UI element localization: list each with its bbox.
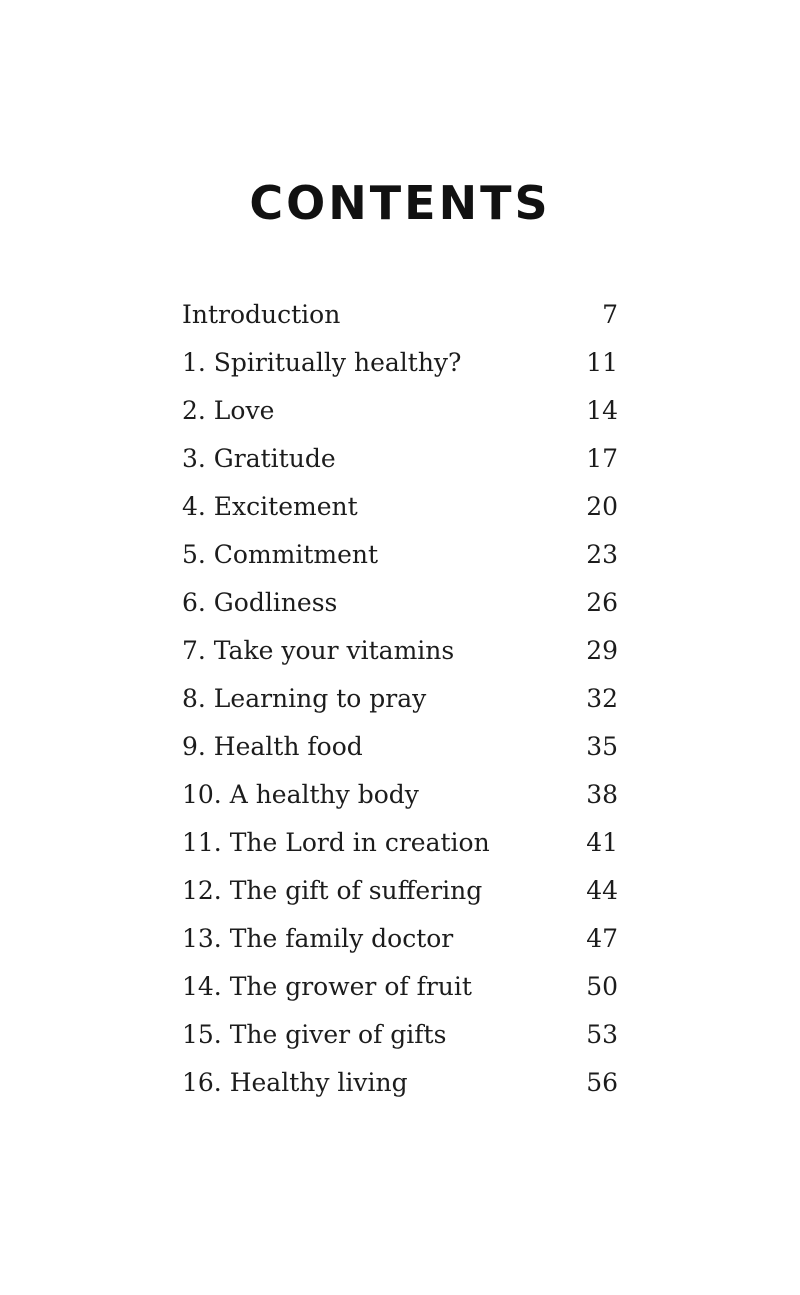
toc-entry-page: 32 — [586, 684, 618, 713]
toc-entry-title: 2. Love — [182, 396, 275, 425]
toc-entry-page: 56 — [586, 1068, 618, 1097]
toc-entry-page: 11 — [586, 348, 618, 377]
toc-entry-9 — [182, 732, 618, 780]
toc-entry-title: Introduction — [182, 300, 341, 329]
toc-entry-11 — [182, 828, 618, 876]
toc-entry-title: 8. Learning to pray — [182, 684, 427, 713]
toc-entry-8 — [182, 684, 618, 732]
toc-entry-page: 17 — [586, 444, 618, 473]
toc-entry-page: 35 — [586, 732, 618, 761]
toc-entry-page: 29 — [586, 636, 618, 665]
toc-entry-5 — [182, 540, 618, 588]
toc-entry-title: 7. Take your vitamins — [182, 636, 455, 665]
toc-entry-title: 6. Godliness — [182, 588, 338, 617]
toc-entry-page: 53 — [586, 1020, 618, 1049]
toc-entry-title: 16. Healthy living — [182, 1068, 408, 1097]
toc-entry-13 — [182, 924, 618, 972]
toc-entry-title: 10. A healthy body — [182, 780, 419, 809]
toc-entry-6 — [182, 588, 618, 636]
toc-entry-title: 3. Gratitude — [182, 444, 336, 473]
toc-entry-page: 26 — [586, 588, 618, 617]
toc-entry-title: 15. The giver of gifts — [182, 1020, 447, 1049]
toc-entry-introduction — [182, 300, 618, 348]
toc-entry-page: 23 — [586, 540, 618, 569]
toc-entry-page: 20 — [586, 492, 618, 521]
toc-entry-16 — [182, 1068, 618, 1116]
toc-entry-10 — [182, 780, 618, 828]
toc-entry-title: 5. Commitment — [182, 540, 379, 569]
toc-entry-page: 38 — [586, 780, 618, 809]
toc-entry-title: 9. Health food — [182, 732, 363, 761]
toc-entry-page: 7 — [602, 300, 618, 329]
page-title: CONTENTS — [249, 176, 551, 230]
toc-entry-page: 44 — [586, 876, 618, 905]
toc-entry-2 — [182, 396, 618, 444]
table-of-contents — [182, 300, 618, 1116]
toc-entry-title: 11. The Lord in creation — [182, 828, 490, 857]
toc-entry-title: 1. Spiritually healthy? — [182, 348, 462, 377]
toc-entry-15 — [182, 1020, 618, 1068]
toc-entry-page: 14 — [586, 396, 618, 425]
toc-entry-title: 13. The family doctor — [182, 924, 454, 953]
toc-entry-title: 14. The grower of fruit — [182, 972, 472, 1001]
toc-entry-1 — [182, 348, 618, 396]
toc-entry-title: 12. The gift of suffering — [182, 876, 483, 905]
toc-entry-12 — [182, 876, 618, 924]
toc-entry-page: 50 — [586, 972, 618, 1001]
toc-entry-3 — [182, 444, 618, 492]
toc-entry-14 — [182, 972, 618, 1020]
toc-entry-7 — [182, 636, 618, 684]
toc-entry-4 — [182, 492, 618, 540]
toc-entry-page: 41 — [586, 828, 618, 857]
toc-entry-title: 4. Excitement — [182, 492, 358, 521]
toc-entry-page: 47 — [586, 924, 618, 953]
